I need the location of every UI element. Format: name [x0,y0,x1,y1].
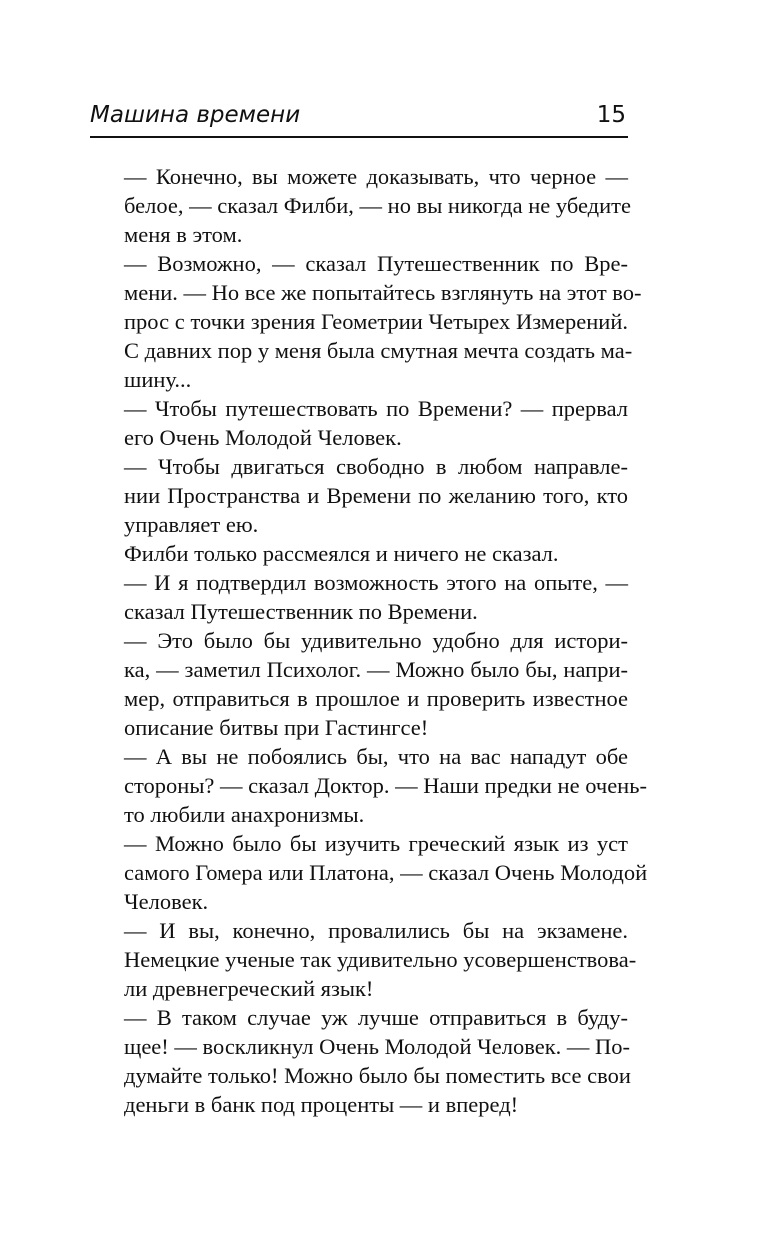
text-line: — И я подтвердил возможность этого на опыте, — [124,570,628,595]
paragraph [90,568,628,626]
text-line: то любили анахронизмы. [124,802,365,827]
body-text [90,162,648,1119]
text-line: белое, — сказал Филби, — но вы никогда не убедите [124,193,631,218]
text-line: Филби только рассмеялся и ничего не сказал. [124,541,559,566]
text-line: — Можно было бы изучить греческий язык из уст [124,831,628,856]
text-line: самого Гомера или Платона, — сказал Очень Молодой [124,860,648,885]
paragraph [90,249,642,394]
text-line: его Очень Молодой Человек. [124,425,402,450]
text-line: — Чтобы путешествовать по Времени? — прервал [124,396,628,421]
text-line: Человек. [124,889,209,914]
text-line: С давних пор у меня была смутная мечта создать ма- [124,338,633,363]
text-line: — Конечно, вы можете доказывать, что черное — [124,164,628,189]
paragraph [90,452,628,539]
paragraph [90,626,628,742]
text-line: описание битвы при Гастингсе! [124,715,429,740]
text-line: прос с точки зрения Геометрии Четырех Измерений. [124,309,628,334]
text-line: — И вы, конечно, провалились бы на экзамене. [124,918,628,943]
text-line: — Чтобы двигаться свободно в любом направле- [124,454,628,479]
text-line: — В таком случае уж лучше отправиться в буду- [124,1005,628,1030]
text-line: — А вы не побоялись бы, что на вас нападут обе [124,744,628,769]
text-line: Немецкие ученые так удивительно усовершенствова- [124,947,637,972]
paragraph [90,539,628,568]
text-line: управляет ею. [124,512,259,537]
running-header [90,96,628,138]
text-line: стороны? — сказал Доктор. — Наши предки не очень- [124,773,647,798]
paragraph [90,916,637,1003]
text-line: думайте только! Можно было бы поместить все свои [124,1063,631,1088]
text-line: щее! — воскликнул Очень Молодой Человек. — По- [124,1034,631,1059]
text-line: — Возможно, — сказал Путешественник по Вре- [124,251,628,276]
book-title: Машина времени [90,102,301,128]
text-line: — Это было бы удивительно удобно для истори- [124,628,628,653]
text-line: деньги в банк под проценты — и вперед! [124,1092,519,1117]
text-line: ка, — заметил Психолог. — Можно было бы, напри- [124,657,628,682]
paragraph [90,162,631,249]
text-line: сказал Путешественник по Времени. [124,599,478,624]
paragraph [90,742,647,829]
paragraph [90,1003,631,1119]
text-line: ли древнегреческий язык! [124,976,374,1001]
text-line: мени. — Но все же попытайтесь взглянуть на этот во- [124,280,642,305]
paragraph [90,394,628,452]
paragraph [90,829,648,916]
text-line: шину... [124,367,192,392]
text-line: меня в этом. [124,222,243,247]
page-number: 15 [596,102,626,128]
text-line: мер, отправиться в прошлое и проверить известное [124,686,628,711]
text-line: нии Пространства и Времени по желанию того, кто [124,483,628,508]
